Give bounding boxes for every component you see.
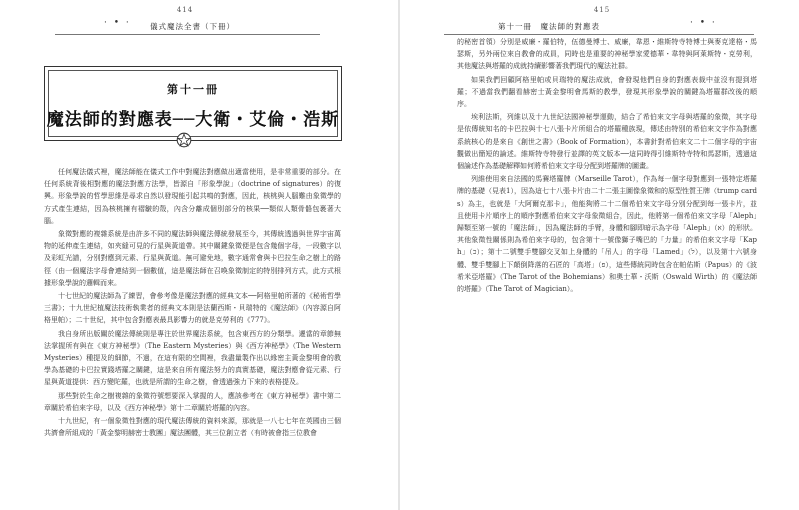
paragraph: 十九世紀，有一個象徵性對應的現代魔法傳統的資料來源，那就是一八七七年在英國由三個共濟會所組成的「黃金黎明赫密士教團」魔法團體，其三位創立者（有時被會指三位教會 (44, 417, 341, 438)
paragraph: 埃利法斯，列維以及十九世紀法國神秘學運動，結合了希伯來文字母與塔羅的象徵，其字母是依傳統知名的卡巴拉與十七八張卡片所組合的塔羅種族現，傳述由特別的希伯來文字作為對應系統核心的是來自《創世之書》（Book of Formation），本書針對希伯來文二十二個字母的宇宙觀做出簡短的論述。維斯特寺特發行並譯的英文版本──這同時得引維斯特寺特和馬瑟斯，透過這個論述作為基礎解釋如何將希伯來文字母分配到塔羅牌的圖畫。 (457, 113, 757, 171)
running-header: 儀式魔法全書（下冊） (150, 22, 235, 31)
header-ornament: · • · (690, 18, 717, 28)
pentagram-icon (176, 132, 192, 148)
chapter-title: 魔法師的對應表──大衛・艾倫・浩斯 (46, 110, 340, 130)
body-text (44, 166, 341, 440)
page-number: 414 (176, 6, 194, 14)
chapter-title-box (44, 66, 342, 141)
body-text (457, 36, 757, 296)
header-rule (444, 34, 754, 35)
paragraph: 十七世紀的魔法師為了練習，會參考像是魔法對應的經典文本──阿格里帕所著的《秘術哲學三書》；十九世紀植魔法技術執業者的經典文本則是法蘭西斯・貝瑞特的《魔法師》（內容源自阿格里帕）；二十世紀，其中包含對應表最具影響力的就是克勞利的《777》。 (44, 292, 341, 325)
chapter-label: 第十一冊 (167, 83, 219, 96)
header-ornament: · • · (104, 18, 131, 28)
paragraph: 的秘密首領）分別是威廉・羅伯特，伍德曼博士、威廉，韋恩・維斯特寺特博士與麥克達格・馬瑟斯，另外兩位來自教會的成員，同時也是重要的神秘學家愛德華・韋特與阿萊斯特・克勞利，其他魔法與塔羅的成就持續影響著我們現代的魔法社群。 (457, 38, 757, 71)
page-number: 415 (593, 6, 611, 14)
paragraph: 列維使用來自法國的馬賽塔羅牌（Marseille Tarot），作為每一個字母對應到一張特定塔羅牌的基礎（見表1），因為這七十八張卡片由二十二張主圖像象徵和的原型性質王牌（trump cards）為主，也就是「大阿爾克那卡」，他能夠將二十二個希伯來文字母分別分配到每一張卡片，並且使用卡片順序上的順序對應希伯來文字母象徵組合，因此，他將第一個希伯來文字母「Aleph」歸類至第一號的「魔法師」，因為魔法師的手臂，身體和腳即暗示為字母「Aleph」（א）的形狀。其他象徵性關係則為希伯來字母的，包含第十一號像獅子嘴巴的「力量」的希伯來文字母「Kaph」（כ）；第十二號雙手雙腳交叉如上身體的「吊人」的字母「Lamed」（ל），以及第十六號身體、雙手雙腳上下顛倒降落的石匠的「高塔」（פ），這些傳統同時包含在帕佑斯（Papus）的《波希米亞塔羅》（The Tarot of the Bohemians）和奧士華・沃斯（Oswald Wirth）的《魔法師的塔羅》（The Tarot of Magician）。 (457, 175, 758, 294)
left-page (0, 0, 399, 510)
paragraph: 那些對於生命之樹複雜的象徵符號想要深入掌握的人，應該參考在《東方神秘學》書中第二章關於希伯來字母，以及《西方神秘學》第十二章關於塔羅的內容。 (44, 391, 341, 412)
paragraph: 任何魔法儀式裡，魔法師能在儀式工作中對魔法對應做出適當使用，是非常重要的部分。在任何系統背後相對應的魔法對應方法學，皆源自「形象學說」（doctrine of signatures）的復興。形象學說的哲學思維是尋求自然以發現能引起共鳴的對應，因此，核桃與人腦難由象徵學的方式產生連結，因為核桃擁有褶皺的殼，內含分離成個別部分的核果──類似人類骨骼包裹著大腦。 (44, 168, 341, 225)
paragraph: 如果我們回顧阿格里帕或貝瑞特的魔法成就，會發現他們自身的對應表裁中並沒有提到塔羅；不過當我們翻看赫密士黃金黎明會馬斯的教學，發現其形象學說的關鍵為塔羅群改後的順序。 (457, 75, 757, 109)
right-page (400, 0, 799, 510)
header-rule (55, 34, 320, 35)
running-header: 第十一冊 魔法師的對應表 (498, 22, 600, 31)
paragraph: 我自身所出版關於魔法傳統則是專注於世界魔法系統，包含東西方的分類學。遷當的章節無法掌握所有與在《東方神秘學》（The Eastern Mysteries）與《西方神秘學》（The Western Mysteries）種提及的細節，不過，在這有限的空間裡，我盡量製作出以緣密主黃金黎明會的教學為基礎的卡巴拉實踐塔羅之關鍵，這是來自所有魔法努力的真實基礎，魔法對應會從元素、行星與黃道提供：西方變陀羅，也就是所謂的生命之樹，會透過強力下來的表格提及。 (44, 329, 341, 387)
paragraph: 象徵對應的複雜系統是由許多不同的魔法師與魔法傳統發展至今，其傳統透過與世界宇宙萬物的延伸產生連結，如夾縫可見的行星與黃道帶。其中關鍵象徵便是包含幾個字母，一段數字以及彩虹光譜，分別對應到元素、行星與黃道。無可避免地，數字通常會與卡巴拉生命之樹上的路徑（由一個魔法字母會連結到一個數值，這是魔法師在召喚象徵制定的特別排列方式，此方式根據形象學說的邏輯而來。 (44, 230, 341, 287)
